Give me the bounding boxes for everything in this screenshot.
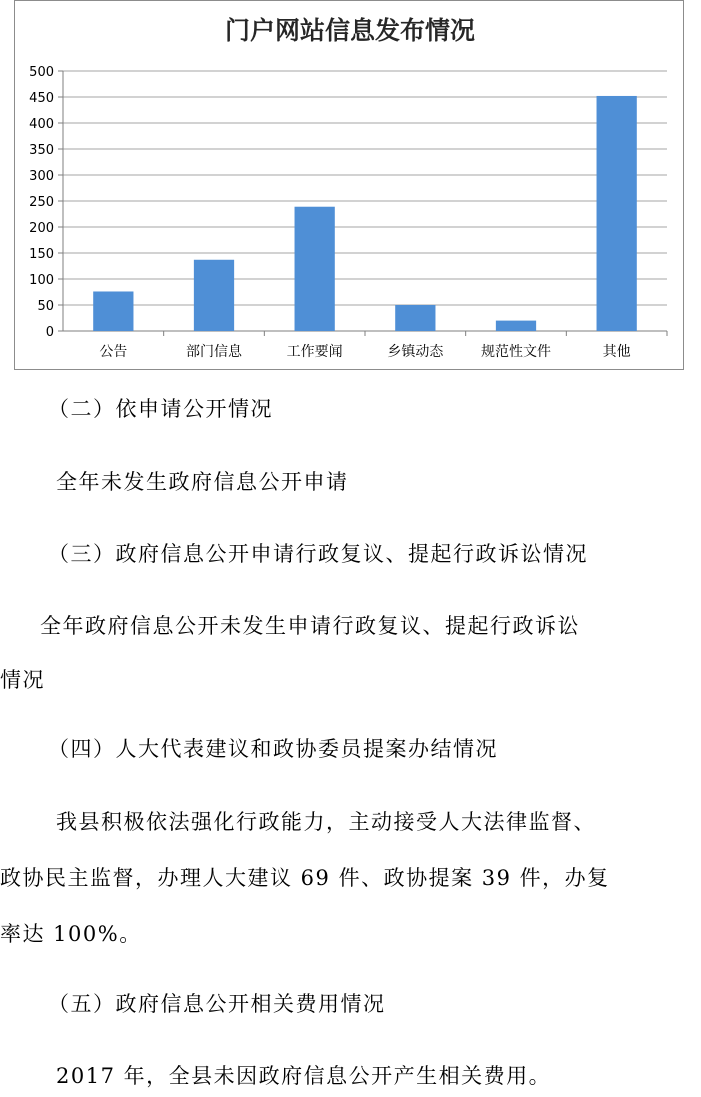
section-5-heading: （五）政府信息公开相关费用情况 (48, 992, 386, 1016)
section-4-heading: （四）人大代表建议和政协委员提案办结情况 (48, 737, 498, 761)
section-5-body: 2017 年，全县未因政府信息公开产生相关费用。 (56, 1064, 552, 1088)
bars (93, 96, 637, 331)
chart-title: 门户网站信息发布情况 (224, 16, 476, 45)
section-2-heading: （二）依申请公开情况 (48, 397, 273, 421)
y-tick-label: 400 (29, 117, 54, 132)
y-axis-ticks (29, 65, 54, 340)
y-tick-label: 0 (45, 325, 54, 340)
x-category-label: 乡镇动态 (387, 344, 444, 360)
y-tick-label: 350 (29, 143, 54, 158)
x-category-label: 公告 (99, 344, 128, 360)
section-4-body-line1: 我县积极依法强化行政能力，主动接受人大法律监督、 (56, 810, 596, 834)
section-3-heading: （三）政府信息公开申请行政复议、提起行政诉讼情况 (48, 542, 588, 566)
section-2-body: 全年未发生政府信息公开申请 (56, 470, 349, 494)
bar (496, 321, 536, 331)
y-tick-label: 300 (29, 169, 54, 184)
x-category-label: 其他 (602, 344, 631, 360)
grid-lines (58, 71, 667, 336)
section-3-body-line2: 情况 (0, 668, 45, 692)
bar-chart (15, 1, 685, 371)
y-tick-label: 250 (29, 195, 54, 210)
y-tick-label: 200 (29, 221, 54, 236)
x-category-label: 工作要闻 (286, 344, 343, 360)
x-axis-categories (99, 343, 630, 360)
x-category-label: 部门信息 (186, 344, 242, 360)
y-tick-label: 100 (29, 273, 54, 288)
section-4-body-line2: 政协民主监督，办理人大建议 69 件、政协提案 39 件，办复 (0, 866, 610, 890)
bar (194, 260, 234, 331)
chart-container (14, 0, 684, 370)
bar (597, 96, 637, 331)
y-tick-label: 50 (37, 299, 54, 314)
bar (395, 305, 435, 331)
bar (93, 291, 133, 331)
bar (295, 207, 335, 331)
section-4-body-line3: 率达 100%。 (0, 922, 142, 946)
y-tick-label: 450 (29, 91, 54, 106)
y-tick-label: 500 (29, 65, 54, 80)
x-category-label: 规范性文件 (481, 344, 551, 360)
y-tick-label: 150 (29, 247, 54, 262)
section-3-body-line1: 全年政府信息公开未发生申请行政复议、提起行政诉讼 (40, 614, 580, 638)
